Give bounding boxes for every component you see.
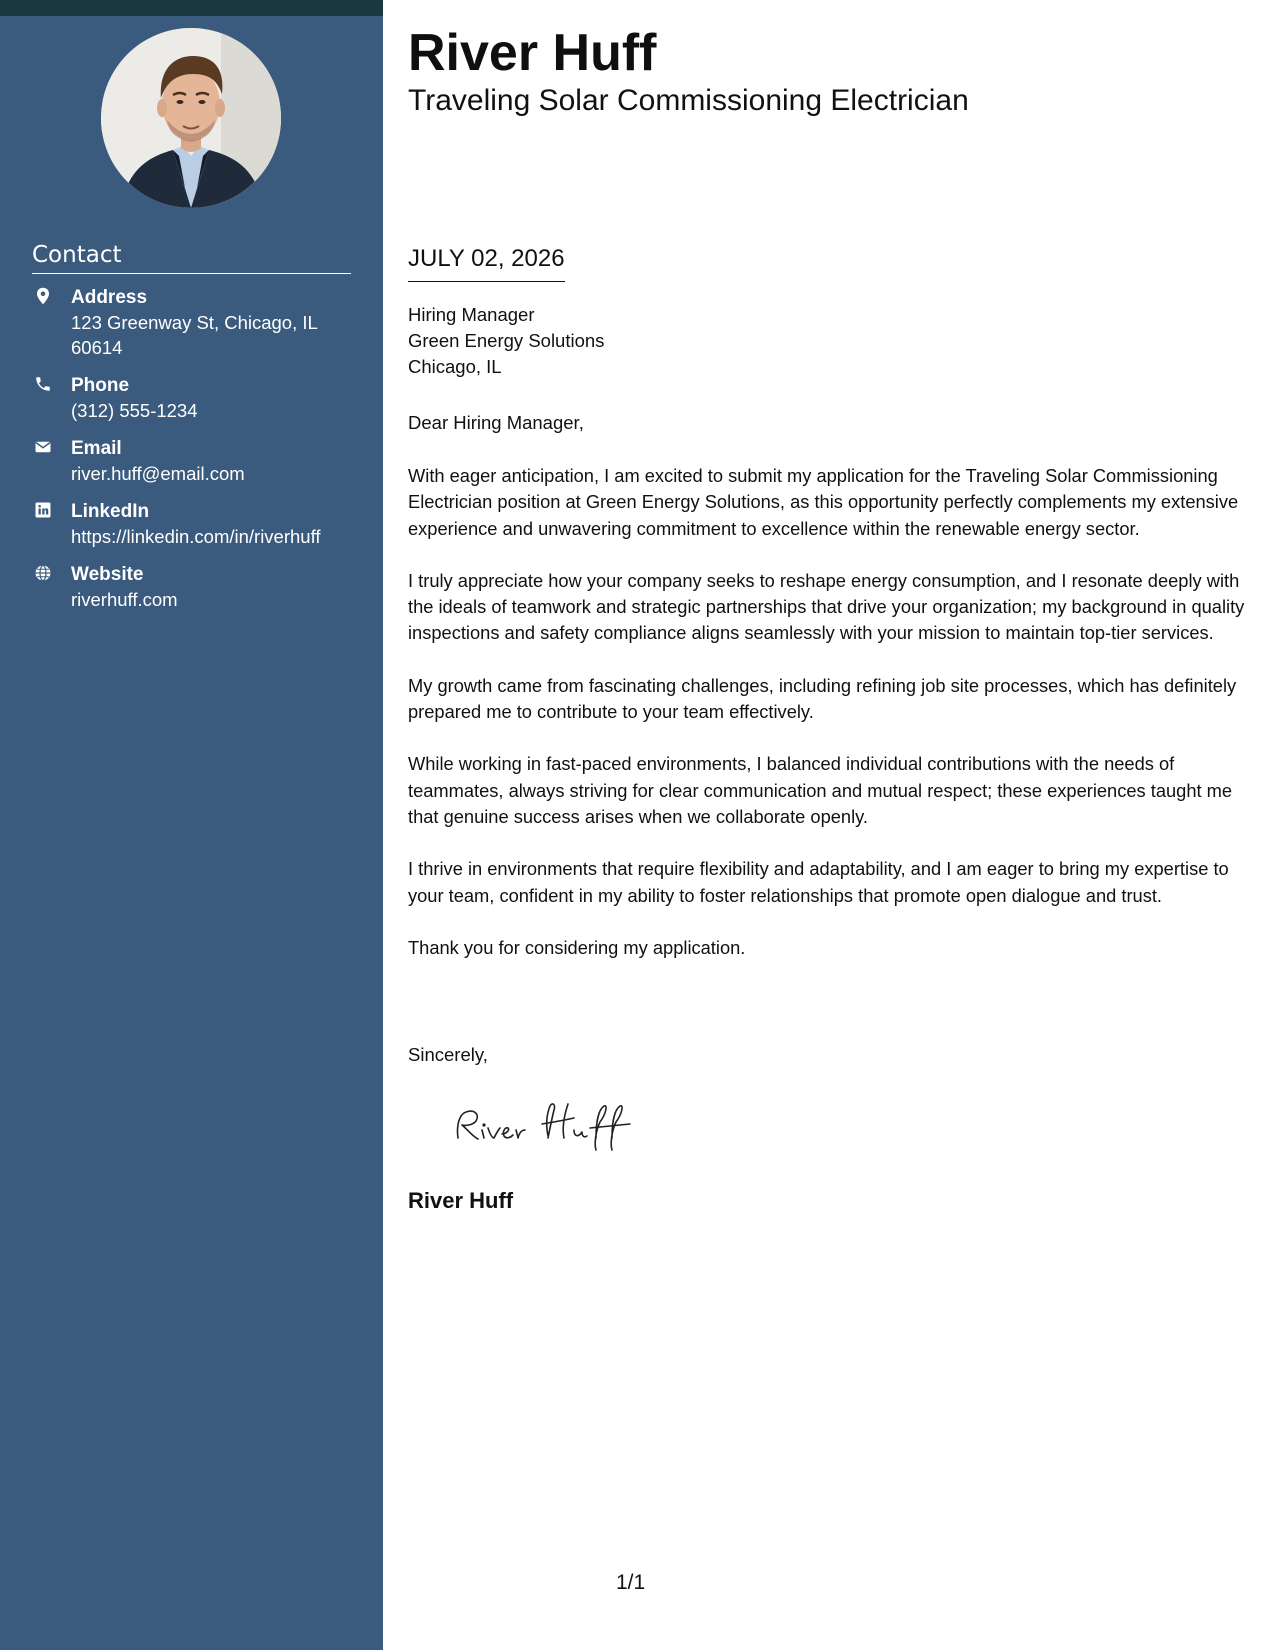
letter-date: JULY 02, 2026 bbox=[408, 242, 565, 282]
envelope-icon bbox=[34, 438, 52, 456]
recipient-block bbox=[408, 302, 604, 380]
job-title: Traveling Solar Commissioning Electrician bbox=[408, 84, 969, 117]
letter-paragraph: While working in fast-paced environments, I balanced individual contributions with the needs of teammates, always striving for clear communication and mutual respect; these experiences taught me that genuine success arises when we collaborate openly. bbox=[408, 753, 1233, 827]
letter-paragraph: I thrive in environments that require flexibility and adaptability, and I am eager to bring my expertise to your team, confident in my ability to foster relationships that promote open dialogue and trust. bbox=[408, 858, 1229, 906]
recipient-line: Chicago, IL bbox=[408, 356, 502, 377]
map-pin-icon bbox=[34, 287, 52, 305]
contact-value: riverhuff.com bbox=[71, 589, 178, 610]
linkedin-icon bbox=[34, 501, 52, 519]
contact-list bbox=[32, 285, 362, 625]
letter-paragraphs bbox=[408, 463, 1248, 987]
letter-paragraph: I truly appreciate how your company seeks to reshape energy consumption, and I resonate deeply with the ideals of teamwork and strategic partnerships that drive your organization; my background in quality inspections and safety compliance aligns seamlessly with your mission to maintain top-tier services. bbox=[408, 569, 1245, 644]
contact-label: Email bbox=[71, 438, 122, 459]
recipient-line: Hiring Manager bbox=[408, 304, 535, 325]
contact-value: https://linkedin.com/in/riverhuff bbox=[71, 526, 321, 547]
contact-item-website bbox=[32, 562, 362, 612]
letter-paragraph: Thank you for considering my application. bbox=[408, 936, 746, 958]
contact-item-linkedin bbox=[32, 499, 362, 549]
globe-icon bbox=[34, 564, 52, 582]
recipient-line: Green Energy Solutions bbox=[408, 330, 605, 351]
page-number: 1/1 bbox=[616, 1571, 646, 1594]
handwritten-signature bbox=[450, 1094, 650, 1154]
profile-photo bbox=[101, 28, 281, 208]
contact-heading: Contact bbox=[32, 240, 351, 274]
contact-item-address bbox=[32, 285, 362, 360]
contact-item-phone bbox=[32, 373, 362, 423]
contact-label: Phone bbox=[71, 375, 130, 396]
contact-value: (312) 555-1234 bbox=[71, 400, 198, 421]
letter-paragraph: My growth came from fascinating challenges, including refining job site processes, which has definitely prepared me to contribute to your team effectively. bbox=[408, 674, 1237, 723]
contact-value: 123 Greenway St, Chicago, IL 60614 bbox=[71, 312, 318, 358]
contact-item-email bbox=[32, 436, 362, 486]
contact-value: river.huff@email.com bbox=[71, 463, 245, 484]
contact-label: Website bbox=[71, 564, 144, 585]
applicant-name: River Huff bbox=[408, 24, 657, 82]
closing: Sincerely, bbox=[408, 1044, 488, 1065]
sidebar bbox=[0, 0, 383, 1650]
signer-name: River Huff bbox=[408, 1188, 514, 1213]
contact-label: Address bbox=[71, 287, 148, 308]
contact-label: LinkedIn bbox=[71, 501, 150, 522]
phone-icon bbox=[34, 375, 52, 393]
sidebar-top-bar bbox=[0, 0, 383, 16]
letter-paragraph: With eager anticipation, I am excited to submit my application for the Traveling Solar Commissioning Electrician position at Green Energy Solutions, as this opportunity perfectly complements my extensive experience and unwavering commitment to excellence within the renewable energy sector. bbox=[408, 465, 1239, 539]
salutation: Dear Hiring Manager, bbox=[408, 412, 584, 433]
